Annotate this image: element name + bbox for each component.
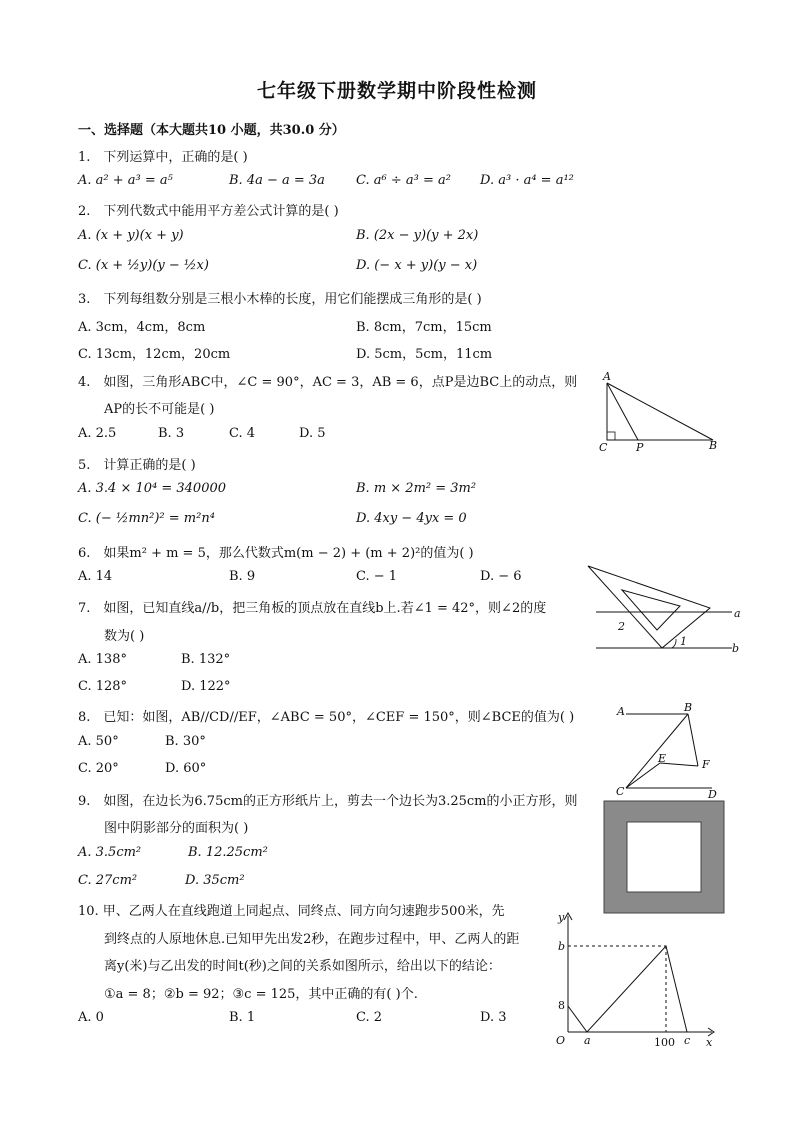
q7-option-d[interactable]: D. 122° xyxy=(181,679,231,694)
q2-stem: 2. 下列代数式中能用平方差公式计算的是( ) xyxy=(78,204,339,219)
q3-option-a[interactable]: A. 3cm，4cm，8cm xyxy=(78,320,206,335)
q8-figure-parallel-lines xyxy=(612,700,732,800)
q10-label-100: 100 xyxy=(654,1036,675,1049)
q10-figure-distance-graph xyxy=(548,908,720,1053)
q1-option-d[interactable]: D. a³ · a⁴ = a¹² xyxy=(480,173,574,188)
q8-label-c: C xyxy=(616,785,625,798)
q4-option-c[interactable]: C. 4 xyxy=(229,426,256,441)
q2-option-c[interactable]: C. (x + ½y)(y − ½x) xyxy=(78,258,209,273)
q10-option-b[interactable]: B. 1 xyxy=(229,1010,256,1025)
q10-label-y: y xyxy=(558,911,565,924)
q5-option-b[interactable]: B. m × 2m² = 3m² xyxy=(356,481,477,496)
q5-option-a[interactable]: A. 3.4 × 10⁴ = 340000 xyxy=(78,481,227,496)
q10-label-x: x xyxy=(706,1036,713,1049)
q6-option-b[interactable]: B. 9 xyxy=(229,569,256,584)
q3-option-b[interactable]: B. 8cm，7cm，15cm xyxy=(356,320,492,335)
q3-stem: 3. 下列每组数分别是三根小木棒的长度，用它们能摆成三角形的是( ) xyxy=(78,292,482,307)
q10-option-d[interactable]: D. 3 xyxy=(480,1010,507,1025)
q8-stem: 8. 已知：如图，AB//CD//EF，∠ABC = 50°，∠CEF = 150°，则∠BCE的值为( ) xyxy=(78,710,575,725)
q6-option-d[interactable]: D. − 6 xyxy=(480,569,522,584)
q2-option-d[interactable]: D. (− x + y)(y − x) xyxy=(356,258,478,273)
q9-option-a[interactable]: A. 3.5cm² xyxy=(78,845,142,860)
q8-label-f: F xyxy=(702,758,710,771)
q9-stem-line2: 图中阴影部分的面积为( ) xyxy=(104,821,249,836)
q4-label-b: B xyxy=(709,439,718,452)
q1-option-a[interactable]: A. a² + a³ = a⁵ xyxy=(78,173,173,188)
q4-option-b[interactable]: B. 3 xyxy=(158,426,185,441)
q3-option-c[interactable]: C. 13cm，12cm，20cm xyxy=(78,347,231,362)
q4-stem-line1: 4. 如图，三角形ABC中，∠C = 90°，AC = 3，AB = 6，点P是边BC上的动点，则 xyxy=(78,375,578,390)
q6-option-a[interactable]: A. 14 xyxy=(78,569,113,584)
q4-figure-triangle xyxy=(590,368,730,456)
q8-label-b: B xyxy=(684,701,693,714)
q2-option-b[interactable]: B. (2x − y)(y + 2x) xyxy=(356,228,479,243)
q9-figure-square-frame xyxy=(603,800,725,914)
q7-option-a[interactable]: A. 138° xyxy=(78,652,127,667)
q10-label-b: b xyxy=(558,940,566,953)
q4-label-p: P xyxy=(636,441,644,454)
q1-stem: 1. 下列运算中，正确的是( ) xyxy=(78,150,248,165)
q7-label-b: b xyxy=(732,642,740,655)
q7-stem-line2: 数为( ) xyxy=(104,629,145,644)
q10-stem-line4: ①a = 8；②b = 92；③c = 125，其中正确的有( )个. xyxy=(104,987,418,1002)
q7-option-b[interactable]: B. 132° xyxy=(181,652,231,667)
q10-stem-line1: 10. 甲、乙两人在直线跑道上同起点、同终点、同方向匀速跑步500米，先 xyxy=(78,904,505,919)
q10-stem-line2: 到终点的人原地休息.已知甲先出发2秒，在跑步过程中，甲、乙两人的距 xyxy=(104,932,520,947)
q10-stem-line3: 离y(米)与乙出发的时间t(秒)之间的关系如图所示，给出以下的结论： xyxy=(104,959,501,974)
page-title: 七年级下册数学期中阶段性检测 xyxy=(256,80,537,102)
q3-option-d[interactable]: D. 5cm，5cm，11cm xyxy=(356,347,493,362)
q8-label-d: D xyxy=(708,788,717,800)
q10-label-origin: O xyxy=(556,1034,566,1047)
q4-option-a[interactable]: A. 2.5 xyxy=(78,426,117,441)
q7-stem-line1: 7. 如图，已知直线a//b，把三角板的顶点放在直线b上.若∠1 = 42°，则∠2的度 xyxy=(78,601,547,616)
q4-option-d[interactable]: D. 5 xyxy=(299,426,326,441)
q6-option-c[interactable]: C. − 1 xyxy=(356,569,398,584)
q7-label-1: 1 xyxy=(680,635,687,648)
q8-label-e: E xyxy=(658,752,667,765)
q10-label-c: c xyxy=(684,1034,691,1047)
q7-label-2: 2 xyxy=(618,620,625,633)
q9-option-b[interactable]: B. 12.25cm² xyxy=(188,845,268,860)
q5-stem: 5. 计算正确的是( ) xyxy=(78,458,196,473)
q2-option-a[interactable]: A. (x + y)(x + y) xyxy=(78,228,184,243)
q5-option-c[interactable]: C. (− ½mn²)² = m²n⁴ xyxy=(78,511,215,526)
q4-label-c: C xyxy=(599,441,608,454)
q9-option-d[interactable]: D. 35cm² xyxy=(185,873,245,888)
section-heading: 一、选择题（本大题共10 小题，共30.0 分） xyxy=(78,123,345,138)
q10-option-a[interactable]: A. 0 xyxy=(78,1010,104,1025)
q4-label-a: A xyxy=(603,370,611,383)
q10-option-c[interactable]: C. 2 xyxy=(356,1010,383,1025)
q8-option-b[interactable]: B. 30° xyxy=(165,734,206,749)
q6-stem: 6. 如果m² + m = 5，那么代数式m(m − 2) + (m + 2)²的值为( ) xyxy=(78,546,474,561)
q5-option-d[interactable]: D. 4xy − 4yx = 0 xyxy=(356,511,467,526)
q1-option-c[interactable]: C. a⁶ ÷ a³ = a² xyxy=(356,173,451,188)
q8-option-c[interactable]: C. 20° xyxy=(78,761,119,776)
q10-label-8: 8 xyxy=(558,999,565,1012)
q8-option-a[interactable]: A. 50° xyxy=(78,734,119,749)
q9-option-c[interactable]: C. 27cm² xyxy=(78,873,138,888)
q7-label-a: a xyxy=(734,607,741,620)
q1-option-b[interactable]: B. 4a − a = 3a xyxy=(229,173,325,188)
q7-option-c[interactable]: C. 128° xyxy=(78,679,128,694)
q9-stem-line1: 9. 如图，在边长为6.75cm的正方形纸片上，剪去一个边长为3.25cm的小正方形，则 xyxy=(78,794,578,809)
q4-stem-line2: AP的长不可能是( ) xyxy=(104,402,215,417)
q8-label-a: A xyxy=(617,705,625,718)
q10-label-a: a xyxy=(584,1034,591,1047)
q8-option-d[interactable]: D. 60° xyxy=(165,761,207,776)
q7-figure-set-square xyxy=(582,560,742,658)
